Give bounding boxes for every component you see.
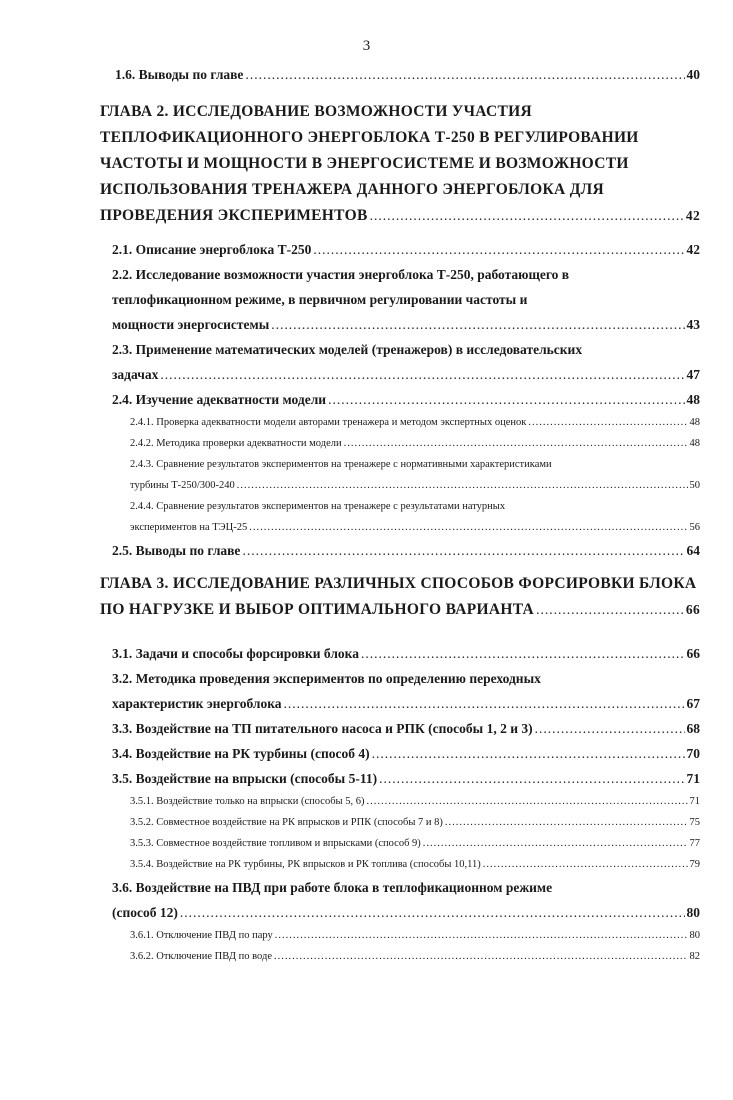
toc-entry-label: 1.6. Выводы по главе: [115, 67, 244, 82]
toc-page-number: 48: [689, 417, 700, 428]
toc-entry-2-4: [100, 387, 700, 412]
dot-leader: [370, 203, 684, 229]
toc-entry-2-4-2: [100, 433, 700, 454]
toc-entry-label: 2.5. Выводы по главе: [112, 543, 241, 558]
toc-entry-2-4-4: [100, 496, 700, 538]
dot-leader: [379, 766, 684, 791]
toc-page-number: 47: [686, 367, 700, 382]
toc-entry-label: мощности энергосистемы: [112, 317, 270, 332]
toc-entry-1-6: [100, 62, 700, 87]
toc-page-number: 82: [689, 951, 700, 962]
toc-entry-2-5: [100, 538, 700, 563]
dot-leader: [535, 716, 685, 741]
dot-leader: [242, 538, 684, 563]
toc-page-number: 42: [686, 242, 700, 257]
dot-leader: [284, 691, 685, 716]
toc-entry-label: 3.5.2. Совместное воздействие на РК впрысков и РПК (способы 7 и 8): [130, 817, 443, 828]
toc-entry-label: 3.5. Воздействие на впрыски (способы 5-11): [112, 771, 378, 786]
dot-leader: [249, 517, 687, 538]
toc-entry-3-5-2: [100, 812, 700, 833]
toc-chapter-line: ГЛАВА 2. ИССЛЕДОВАНИЕ ВОЗМОЖНОСТИ УЧАСТИЯ: [100, 103, 532, 120]
toc-entry-2-3: [100, 337, 700, 387]
toc-entry-3-5: [100, 766, 700, 791]
toc-page-number: 77: [689, 838, 700, 849]
toc-entry-label: 2.4.1. Проверка адекватности модели авторами тренажера и методом экспертных оценок: [130, 417, 527, 428]
toc-page-number: 68: [686, 721, 700, 736]
dot-leader: [361, 641, 685, 666]
toc-entry-line: 2.3. Применение математических моделей (тренажеров) в исследовательских: [112, 342, 583, 357]
toc-entry-3-3: [100, 716, 700, 741]
toc-entry-3-6-2: [100, 946, 700, 967]
toc-entry-2-1: [100, 237, 700, 262]
toc-page-number: 50: [689, 480, 700, 491]
toc-entry-label: 2.4.2. Методика проверки адекватности модели: [130, 438, 342, 449]
toc-entry-label: характеристик энергоблока: [112, 696, 282, 711]
toc-chapter-line: ТЕПЛОФИКАЦИОННОГО ЭНЕРГОБЛОКА Т-250 В РЕГУЛИРОВАНИИ: [100, 129, 639, 146]
dot-leader: [367, 791, 688, 812]
toc-page-number: 56: [689, 522, 700, 533]
toc-page-number: 66: [685, 602, 700, 617]
toc-entry-line: [112, 362, 700, 387]
toc-page-number: 43: [686, 317, 700, 332]
toc-entry-label: экспериментов на ТЭЦ-25: [130, 522, 248, 533]
toc-entry-label: 3.1. Задачи и способы форсировки блока: [112, 646, 359, 661]
toc-page-number: 80: [686, 905, 700, 920]
dot-leader: [344, 433, 688, 454]
toc-entry-label: 3.5.3. Совместное воздействие топливом и впрысками (способ 9): [130, 838, 421, 849]
toc-entry-label: 3.5.1. Воздействие только на впрыски (способы 5, 6): [130, 796, 365, 807]
page-number: 3: [362, 38, 371, 54]
dot-leader: [423, 833, 688, 854]
toc-entry-line: [112, 900, 700, 925]
toc-chapter-3: [100, 571, 700, 623]
toc-page-number: 66: [686, 646, 700, 661]
toc-entry-line: 2.4.3. Сравнение результатов экспериментов на тренажере с нормативными характеристиками: [130, 459, 552, 470]
toc-entry-line: 3.6. Воздействие на ПВД при работе блока в теплофикационном режиме: [112, 880, 553, 895]
toc-entry-label: задачах: [112, 367, 159, 382]
toc-chapter-line: ЧАСТОТЫ И МОЩНОСТИ В ЭНЕРГОСИСТЕМЕ И ВОЗМОЖНОСТИ: [100, 155, 629, 172]
toc-entry-line: 2.4.4. Сравнение результатов экспериментов на тренажере с результатами натурных: [130, 501, 506, 512]
dot-leader: [160, 362, 684, 387]
toc-entry-label: 2.4. Изучение адекватности модели: [112, 392, 327, 407]
toc-entry-3-1: [100, 641, 700, 666]
dot-leader: [445, 812, 688, 833]
dot-leader: [180, 900, 685, 925]
toc-entry-2-2: [100, 262, 700, 337]
toc-entry-3-5-1: [100, 791, 700, 812]
toc-entry-label: ПРОВЕДЕНИЯ ЭКСПЕРИМЕНТОВ: [100, 207, 368, 224]
toc-page-number: 64: [686, 543, 700, 558]
toc-entry-line: 3.2. Методика проведения экспериментов по определению переходных: [112, 671, 541, 686]
toc-entry-label: 2.1. Описание энергоблока Т-250: [112, 242, 312, 257]
dot-leader: [372, 741, 685, 766]
toc-entry-label: ПО НАГРУЗКЕ И ВЫБОР ОПТИМАЛЬНОГО ВАРИАНТА: [100, 601, 535, 618]
toc-entry-3-5-3: [100, 833, 700, 854]
toc-entry-line: [112, 691, 700, 716]
toc-page-number: 40: [686, 67, 700, 82]
toc-chapter-line: ИСПОЛЬЗОВАНИЯ ТРЕНАЖЕРА ДАННОГО ЭНЕРГОБЛОКА ДЛЯ: [100, 181, 605, 198]
toc-chapter-2: [100, 99, 700, 229]
toc-entry-label: 3.6.1. Отключение ПВД по пару: [130, 930, 273, 941]
toc-page-number: 71: [686, 771, 700, 786]
toc-entry-line: 2.2. Исследование возможности участия энергоблока Т-250, работающего в: [112, 267, 570, 282]
toc-page-number: 48: [689, 438, 700, 449]
toc-chapter-line: [100, 597, 700, 623]
dot-leader: [528, 412, 687, 433]
toc-page-number: 80: [689, 930, 700, 941]
toc-page-number: 67: [686, 696, 700, 711]
dot-leader: [271, 312, 684, 337]
dot-leader: [483, 854, 688, 875]
dot-leader: [313, 237, 684, 262]
toc-page-number: 48: [686, 392, 700, 407]
table-of-contents: [100, 62, 700, 967]
toc-entry-3-2: [100, 666, 700, 716]
toc-entry-line: [112, 312, 700, 337]
toc-entry-label: 3.4. Воздействие на РК турбины (способ 4): [112, 746, 370, 761]
toc-entry-2-4-1: [100, 412, 700, 433]
toc-entry-label: 3.5.4. Воздействие на РК турбины, РК впрысков и РК топлива (способы 10,11): [130, 859, 481, 870]
toc-entry-label: 3.6.2. Отключение ПВД по воде: [130, 951, 272, 962]
toc-chapter-line: [100, 203, 700, 229]
toc-entry-label: турбины Т-250/300-240: [130, 480, 235, 491]
toc-entry-line: [130, 475, 700, 496]
toc-entry-2-4-3: [100, 454, 700, 496]
toc-entry-label: (способ 12): [112, 905, 178, 920]
dot-leader: [237, 475, 688, 496]
toc-entry-3-5-4: [100, 854, 700, 875]
toc-page-number: 75: [689, 817, 700, 828]
dot-leader: [274, 946, 688, 967]
toc-entry-3-6: [100, 875, 700, 925]
toc-entry-line: теплофикационном режиме, в первичном регулировании частоты и: [112, 292, 528, 307]
toc-page-number: 71: [689, 796, 700, 807]
toc-page-number: 70: [686, 746, 700, 761]
toc-entry-label: 3.3. Воздействие на ТП питательного насоса и РПК (способы 1, 2 и 3): [112, 721, 533, 736]
dot-leader: [245, 62, 684, 87]
dot-leader: [536, 597, 684, 623]
toc-entry-3-6-1: [100, 925, 700, 946]
toc-chapter-line: ГЛАВА 3. ИССЛЕДОВАНИЕ РАЗЛИЧНЫХ СПОСОБОВ ФОРСИРОВКИ БЛОКА: [100, 575, 697, 592]
toc-page-number: 42: [685, 208, 700, 223]
dot-leader: [328, 387, 684, 412]
toc-entry-line: [130, 517, 700, 538]
dot-leader: [275, 925, 688, 946]
toc-entry-3-4: [100, 741, 700, 766]
toc-page-number: 79: [689, 859, 700, 870]
